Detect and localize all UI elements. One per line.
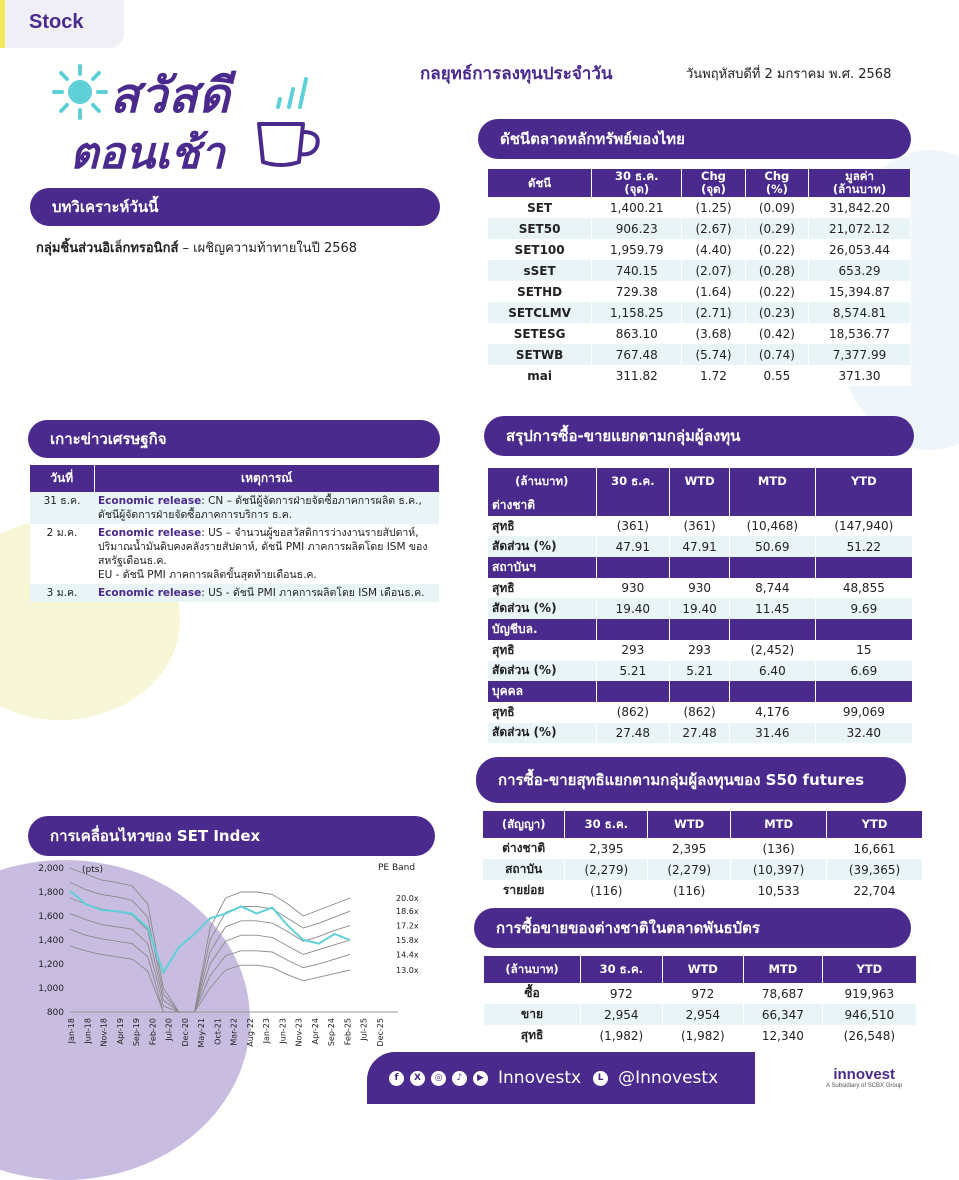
- analysis-headline-bold: กลุ่มชิ้นส่วนอิเล็กทรอนิกส์: [36, 241, 179, 256]
- investor-row-label: สัดส่วน (%): [488, 536, 596, 557]
- news-date: 3 ม.ค.: [30, 584, 94, 602]
- indices-header-1: 30 ธ.ค. (จุด): [592, 169, 682, 197]
- economic-header-event: เหตุการณ์: [94, 465, 439, 492]
- news-date: 31 ธ.ค.: [30, 492, 94, 524]
- indices-row: [488, 323, 911, 344]
- bonds-row: [484, 983, 917, 1004]
- investor-cell: 293: [596, 640, 670, 661]
- pe-band-label: 17.2x: [396, 921, 419, 931]
- investor-cell: (361): [596, 516, 670, 537]
- investor-group-name: ต่างชาติ: [488, 495, 596, 516]
- bonds-cell: 12,340: [744, 1025, 823, 1046]
- bonds-cell: (26,548): [822, 1025, 916, 1046]
- investor-cell: 5.21: [670, 661, 730, 682]
- indices-cell: (0.23): [745, 302, 808, 323]
- bonds-cell: 2,954: [581, 1004, 663, 1025]
- pe-band-label: 14.4x: [396, 950, 419, 960]
- indices-cell: 26,053.44: [809, 239, 911, 260]
- set-index-line: [70, 891, 350, 973]
- indices-row-label: SET: [488, 197, 592, 218]
- y-tick-label: 1,800: [38, 888, 64, 898]
- investor-cell: 6.40: [730, 661, 816, 682]
- x-tick-label: Nov-18: [99, 1018, 109, 1047]
- indices-cell: 7,377.99: [809, 344, 911, 365]
- investor-row-label: สุทธิ: [488, 578, 596, 599]
- bonds-row-label: ซื้อ: [484, 983, 581, 1004]
- investor-cell: (862): [596, 702, 670, 723]
- y-tick-label: 1,600: [38, 912, 64, 922]
- indices-cell: (0.28): [745, 260, 808, 281]
- x-tick-label: Feb-20: [148, 1018, 158, 1046]
- investor-row-label: สุทธิ: [488, 516, 596, 537]
- news-label: Economic release: [98, 527, 202, 539]
- y-tick-label: 1,400: [38, 936, 64, 946]
- indices-cell: (0.22): [745, 281, 808, 302]
- indices-cell: (4.40): [682, 239, 745, 260]
- bonds-cell: 972: [581, 983, 663, 1004]
- investor-group-row: [488, 495, 913, 516]
- news-event: [94, 492, 439, 524]
- page-date: วันพฤหัสบดีที่ 2 มกราคม พ.ศ. 2568: [686, 67, 892, 82]
- investor-cell: 8,744: [730, 578, 816, 599]
- indices-row-label: SET50: [488, 218, 592, 239]
- indices-cell: 311.82: [592, 365, 682, 386]
- indices-cell: 1,400.21: [592, 197, 682, 218]
- futures-row-label: ต่างชาติ: [483, 838, 565, 859]
- investor-row: [488, 661, 913, 682]
- indices-table: [488, 169, 911, 386]
- futures-cell: (116): [565, 880, 648, 901]
- indices-header-2: Chg (จุด): [682, 169, 745, 197]
- pe-band-label: 15.8x: [396, 936, 419, 945]
- band-title: PE Band: [378, 863, 416, 873]
- futures-row: [483, 838, 923, 859]
- indices-cell: (0.22): [745, 239, 808, 260]
- bonds-cell: 919,963: [822, 983, 916, 1004]
- investor-cell: 50.69: [730, 536, 816, 557]
- indices-cell: 0.55: [745, 365, 808, 386]
- investor-group-fill: [815, 495, 912, 516]
- indices-cell: 729.38: [592, 281, 682, 302]
- logo-text: innovest: [833, 1066, 896, 1083]
- indices-row: [488, 239, 911, 260]
- investor-row: [488, 723, 913, 744]
- investor-header-3: MTD: [730, 468, 816, 495]
- investor-cell: 930: [596, 578, 670, 599]
- investor-group-name: สถาบันฯ: [488, 557, 596, 578]
- futures-cell: (10,397): [731, 859, 827, 880]
- indices-cell: 1.72: [682, 365, 745, 386]
- investor-cell: 4,176: [730, 702, 816, 723]
- investor-group-fill: [670, 619, 730, 640]
- futures-table: [483, 811, 923, 901]
- investor-row-label: สุทธิ: [488, 702, 596, 723]
- investor-cell: 11.45: [730, 598, 816, 619]
- indices-cell: (3.68): [682, 323, 745, 344]
- investor-row: [488, 598, 913, 619]
- news-event: [94, 584, 439, 602]
- investor-group-fill: [815, 619, 912, 640]
- investor-row-label: สุทธิ: [488, 640, 596, 661]
- futures-cell: (39,365): [827, 859, 923, 880]
- futures-cell: (136): [731, 838, 827, 859]
- bonds-row-label: สุทธิ: [484, 1025, 581, 1046]
- news-extra: EU - ดัชนี PMI ภาคการผลิตขั้นสุดท้ายเดือนธ.ค.: [98, 569, 317, 581]
- x-tick-label: Jan-23: [262, 1018, 271, 1044]
- x-tick-label: Jun-18: [83, 1018, 93, 1044]
- indices-header-3: Chg (%): [745, 169, 808, 197]
- indices-cell: 8,574.81: [809, 302, 911, 323]
- pe-band-label: 18.6x: [396, 907, 419, 917]
- x-tick-label: May-21: [197, 1018, 206, 1048]
- x-icon[interactable]: X: [410, 1071, 425, 1086]
- investor-cell: 9.69: [815, 598, 912, 619]
- futures-header-2: WTD: [648, 811, 731, 838]
- futures-header-3: MTD: [731, 811, 827, 838]
- indices-row: [488, 344, 911, 365]
- indices-cell: 863.10: [592, 323, 682, 344]
- x-tick-label: Sep-19: [132, 1018, 141, 1047]
- indices-cell: (1.64): [682, 281, 745, 302]
- economic-section-title: เกาะข่าวเศรษฐกิจ: [28, 420, 440, 458]
- investor-group-fill: [815, 557, 912, 578]
- set-index-chart: [20, 858, 440, 1058]
- investor-cell: 27.48: [670, 723, 730, 744]
- investor-cell: 15: [815, 640, 912, 661]
- greeting-line1: สวัสดี: [110, 68, 231, 124]
- indices-row: [488, 281, 911, 302]
- x-tick-label: Apr-24: [310, 1018, 320, 1045]
- x-tick-label: Aug-22: [245, 1018, 255, 1047]
- indices-cell: 371.30: [809, 365, 911, 386]
- indices-cell: 740.15: [592, 260, 682, 281]
- investor-cell: 99,069: [815, 702, 912, 723]
- x-tick-label: Oct-21: [213, 1018, 223, 1045]
- bonds-cell: (1,982): [662, 1025, 744, 1046]
- indices-cell: (0.74): [745, 344, 808, 365]
- bonds-header-0: (ล้านบาท): [484, 956, 581, 983]
- indices-row: [488, 197, 911, 218]
- x-tick-label: Feb-25: [343, 1018, 353, 1046]
- investor-group-fill: [730, 495, 816, 516]
- investor-cell: 27.48: [596, 723, 670, 744]
- futures-cell: (2,279): [565, 859, 648, 880]
- investor-group-fill: [730, 619, 816, 640]
- pe-band-line: [70, 882, 350, 1012]
- investor-row-label: สัดส่วน (%): [488, 661, 596, 682]
- indices-cell: 1,158.25: [592, 302, 682, 323]
- futures-cell: 16,661: [827, 838, 923, 859]
- investor-cell: 5.21: [596, 661, 670, 682]
- investor-cell: (147,940): [815, 516, 912, 537]
- investor-header-1: 30 ธ.ค.: [596, 468, 670, 495]
- pe-band-label: 20.0x: [396, 894, 419, 903]
- investor-cell: 19.40: [670, 598, 730, 619]
- analysis-headline: [36, 237, 357, 258]
- sun-icon: [50, 62, 110, 122]
- futures-cell: (2,279): [648, 859, 731, 880]
- indices-row: [488, 260, 911, 281]
- investor-group-fill: [670, 681, 730, 702]
- x-tick-label: Dec-20: [180, 1018, 190, 1047]
- pe-band-label: 13.0x: [396, 966, 419, 975]
- investor-cell: (10,468): [730, 516, 816, 537]
- x-tick-label: Mar-22: [229, 1018, 239, 1046]
- bonds-cell: (1,982): [581, 1025, 663, 1046]
- stock-tag: Stock: [0, 0, 124, 48]
- investor-section-title: สรุปการซื้อ-ขายแยกตามกลุ่มผู้ลงทุน: [484, 416, 914, 456]
- indices-cell: 21,072.12: [809, 218, 911, 239]
- unit-label: (pts): [82, 865, 103, 875]
- investor-group-row: [488, 681, 913, 702]
- investor-cell: 930: [670, 578, 730, 599]
- investor-group-name: บัญชีบล.: [488, 619, 596, 640]
- futures-row: [483, 859, 923, 880]
- investor-cell: (862): [670, 702, 730, 723]
- x-tick-label: Jul-25: [359, 1018, 369, 1041]
- futures-row-label: สถาบัน: [483, 859, 565, 880]
- investor-cell: 48,855: [815, 578, 912, 599]
- indices-cell: 653.29: [809, 260, 911, 281]
- bonds-row: [484, 1004, 917, 1025]
- youtube-icon[interactable]: ▶: [473, 1071, 488, 1086]
- investor-group-fill: [596, 681, 670, 702]
- futures-cell: 10,533: [731, 880, 827, 901]
- x-tick-label: Dec-25: [375, 1018, 385, 1047]
- indices-cell: 15,394.87: [809, 281, 911, 302]
- investor-header-0: (ล้านบาท): [488, 468, 596, 495]
- news-text: : US – จำนวนผู้ขอสวัสดิการว่างงานรายสัปดาห์, ปริมาณน้ำมันดิบคงคลังรายสัปดาห์, ดัชนี PMI ภาคการผลิตโดย ISM ของสหรัฐเดือนธ.ค.: [98, 527, 428, 567]
- social-handle-1: Innovestx: [498, 1068, 582, 1088]
- investor-group-fill: [730, 557, 816, 578]
- indices-cell: 1,959.79: [592, 239, 682, 260]
- indices-row-label: sSET: [488, 260, 592, 281]
- investor-cell: 6.69: [815, 661, 912, 682]
- set-chart-section-title: การเคลื่อนไหวของ SET Index: [28, 816, 435, 856]
- indices-cell: (0.42): [745, 323, 808, 344]
- indices-cell: (5.74): [682, 344, 745, 365]
- futures-row: [483, 880, 923, 901]
- indices-cell: 906.23: [592, 218, 682, 239]
- indices-header-0: ดัชนี: [488, 169, 592, 197]
- indices-cell: (2.67): [682, 218, 745, 239]
- y-tick-label: 2,000: [38, 864, 64, 874]
- social-handle-2: @Innovestx: [618, 1068, 719, 1088]
- investor-header-4: YTD: [815, 468, 912, 495]
- investor-group-fill: [596, 619, 670, 640]
- bonds-row-label: ขาย: [484, 1004, 581, 1025]
- indices-row-label: SETCLMV: [488, 302, 592, 323]
- innovestx-logo: [826, 1066, 902, 1089]
- futures-cell: 2,395: [648, 838, 731, 859]
- indices-row: [488, 365, 911, 386]
- futures-cell: (116): [648, 880, 731, 901]
- greeting-line2: ตอนเช้า: [70, 128, 225, 179]
- investor-group-fill: [815, 681, 912, 702]
- indices-row-label: mai: [488, 365, 592, 386]
- bonds-header-1: 30 ธ.ค.: [581, 956, 663, 983]
- investor-cell: 31.46: [730, 723, 816, 744]
- investor-cell: 19.40: [596, 598, 670, 619]
- y-tick-label: 1,200: [38, 960, 64, 970]
- indices-cell: (0.09): [745, 197, 808, 218]
- coffee-cup-icon: [255, 118, 325, 174]
- investor-group-fill: [596, 495, 670, 516]
- news-date: 2 ม.ค.: [30, 524, 94, 584]
- investor-cell: (2,452): [730, 640, 816, 661]
- tiktok-icon[interactable]: ♪: [452, 1071, 467, 1086]
- investor-row: [488, 516, 913, 537]
- bonds-header-3: MTD: [744, 956, 823, 983]
- investor-row: [488, 640, 913, 661]
- investor-row-label: สัดส่วน (%): [488, 598, 596, 619]
- investor-table: [488, 468, 913, 743]
- page-title: กลยุทธ์การลงทุนประจำวัน: [420, 64, 613, 84]
- investor-cell: 51.22: [815, 536, 912, 557]
- indices-cell: (0.29): [745, 218, 808, 239]
- x-tick-label: Nov-23: [294, 1018, 304, 1047]
- indices-row: [488, 218, 911, 239]
- logo-subtitle: A Subsidiary of SCBX Group: [826, 1083, 903, 1089]
- indices-cell: (1.25): [682, 197, 745, 218]
- social-bar: [367, 1052, 755, 1104]
- line-icon[interactable]: L: [593, 1071, 608, 1086]
- pe-band-line: [70, 946, 350, 1012]
- analysis-section-title: บทวิเคราะห์วันนี้: [30, 188, 440, 226]
- facebook-icon[interactable]: f: [389, 1071, 404, 1086]
- pe-band-line: [70, 898, 350, 1012]
- analysis-headline-rest: – เผชิญความท้าทายในปี 2568: [178, 241, 358, 256]
- news-label: Economic release: [98, 495, 202, 507]
- futures-section-title: การซื้อ-ขายสุทธิแยกตามกลุ่มผู้ลงทุนของ S50 futures: [476, 757, 906, 803]
- investor-cell: 47.91: [596, 536, 670, 557]
- bonds-header-4: YTD: [822, 956, 916, 983]
- investor-group-fill: [730, 681, 816, 702]
- investor-group-fill: [670, 557, 730, 578]
- investor-group-fill: [670, 495, 730, 516]
- investor-group-row: [488, 619, 913, 640]
- bonds-cell: 972: [662, 983, 744, 1004]
- indices-cell: (2.71): [682, 302, 745, 323]
- futures-row-label: รายย่อย: [483, 880, 565, 901]
- signal-bars-icon: [270, 75, 310, 119]
- indices-row-label: SETESG: [488, 323, 592, 344]
- investor-group-row: [488, 557, 913, 578]
- indices-cell: (2.07): [682, 260, 745, 281]
- news-row: [30, 524, 439, 584]
- indices-row: [488, 302, 911, 323]
- investor-group-fill: [596, 557, 670, 578]
- indices-cell: 18,536.77: [809, 323, 911, 344]
- futures-header-0: (สัญญา): [483, 811, 565, 838]
- x-tick-label: Sep-24: [327, 1018, 336, 1047]
- x-tick-label: Jan-18: [67, 1018, 76, 1044]
- futures-header-4: YTD: [827, 811, 923, 838]
- investor-header-2: WTD: [670, 468, 730, 495]
- investor-cell: (361): [670, 516, 730, 537]
- news-label: Economic release: [98, 587, 202, 599]
- investor-row: [488, 702, 913, 723]
- bonds-section-title: การซื้อขายของต่างชาติในตลาดพันธบัตร: [474, 908, 911, 948]
- news-text: : US - ดัชนี PMI ภาคการผลิตโดย ISM เดือนธ.ค.: [201, 587, 425, 599]
- futures-cell: 22,704: [827, 880, 923, 901]
- investor-group-name: บุคคล: [488, 681, 596, 702]
- news-text: : CN – ดัชนีผู้จัดการฝ่ายจัดซื้อภาคการผลิต ธ.ค., ดัชนีผู้จัดการฝ่ายจัดซื้อภาคการบริการ ธ.ค.: [98, 495, 422, 521]
- bonds-cell: 78,687: [744, 983, 823, 1004]
- investor-cell: 47.91: [670, 536, 730, 557]
- x-tick-label: Jul-20: [164, 1018, 174, 1041]
- indices-row-label: SET100: [488, 239, 592, 260]
- news-row: [30, 492, 439, 524]
- indices-header-4: มูลค่า (ล้านบาท): [809, 169, 911, 197]
- economic-table: [30, 465, 439, 602]
- bonds-cell: 2,954: [662, 1004, 744, 1025]
- bonds-cell: 66,347: [744, 1004, 823, 1025]
- investor-cell: 293: [670, 640, 730, 661]
- futures-header-1: 30 ธ.ค.: [565, 811, 648, 838]
- investor-row-label: สัดส่วน (%): [488, 723, 596, 744]
- news-row: [30, 584, 439, 602]
- bonds-table: [484, 956, 917, 1046]
- y-tick-label: 800: [46, 1008, 64, 1018]
- indices-section-title: ดัชนีตลาดหลักทรัพย์ของไทย: [478, 119, 911, 159]
- indices-cell: 31,842.20: [809, 197, 911, 218]
- investor-row: [488, 578, 913, 599]
- indices-row-label: SETHD: [488, 281, 592, 302]
- indices-row-label: SETWB: [488, 344, 592, 365]
- indices-cell: 767.48: [592, 344, 682, 365]
- instagram-icon[interactable]: ◎: [431, 1071, 446, 1086]
- investor-row: [488, 536, 913, 557]
- bonds-row: [484, 1025, 917, 1046]
- futures-cell: 2,395: [565, 838, 648, 859]
- news-event: [94, 524, 439, 584]
- investor-cell: 32.40: [815, 723, 912, 744]
- bonds-cell: 946,510: [822, 1004, 916, 1025]
- bonds-header-2: WTD: [662, 956, 744, 983]
- x-tick-label: Apr-19: [115, 1018, 125, 1045]
- x-tick-label: Jun-23: [278, 1018, 288, 1044]
- y-tick-label: 1,000: [38, 984, 64, 994]
- economic-header-date: วันที่: [30, 465, 94, 492]
